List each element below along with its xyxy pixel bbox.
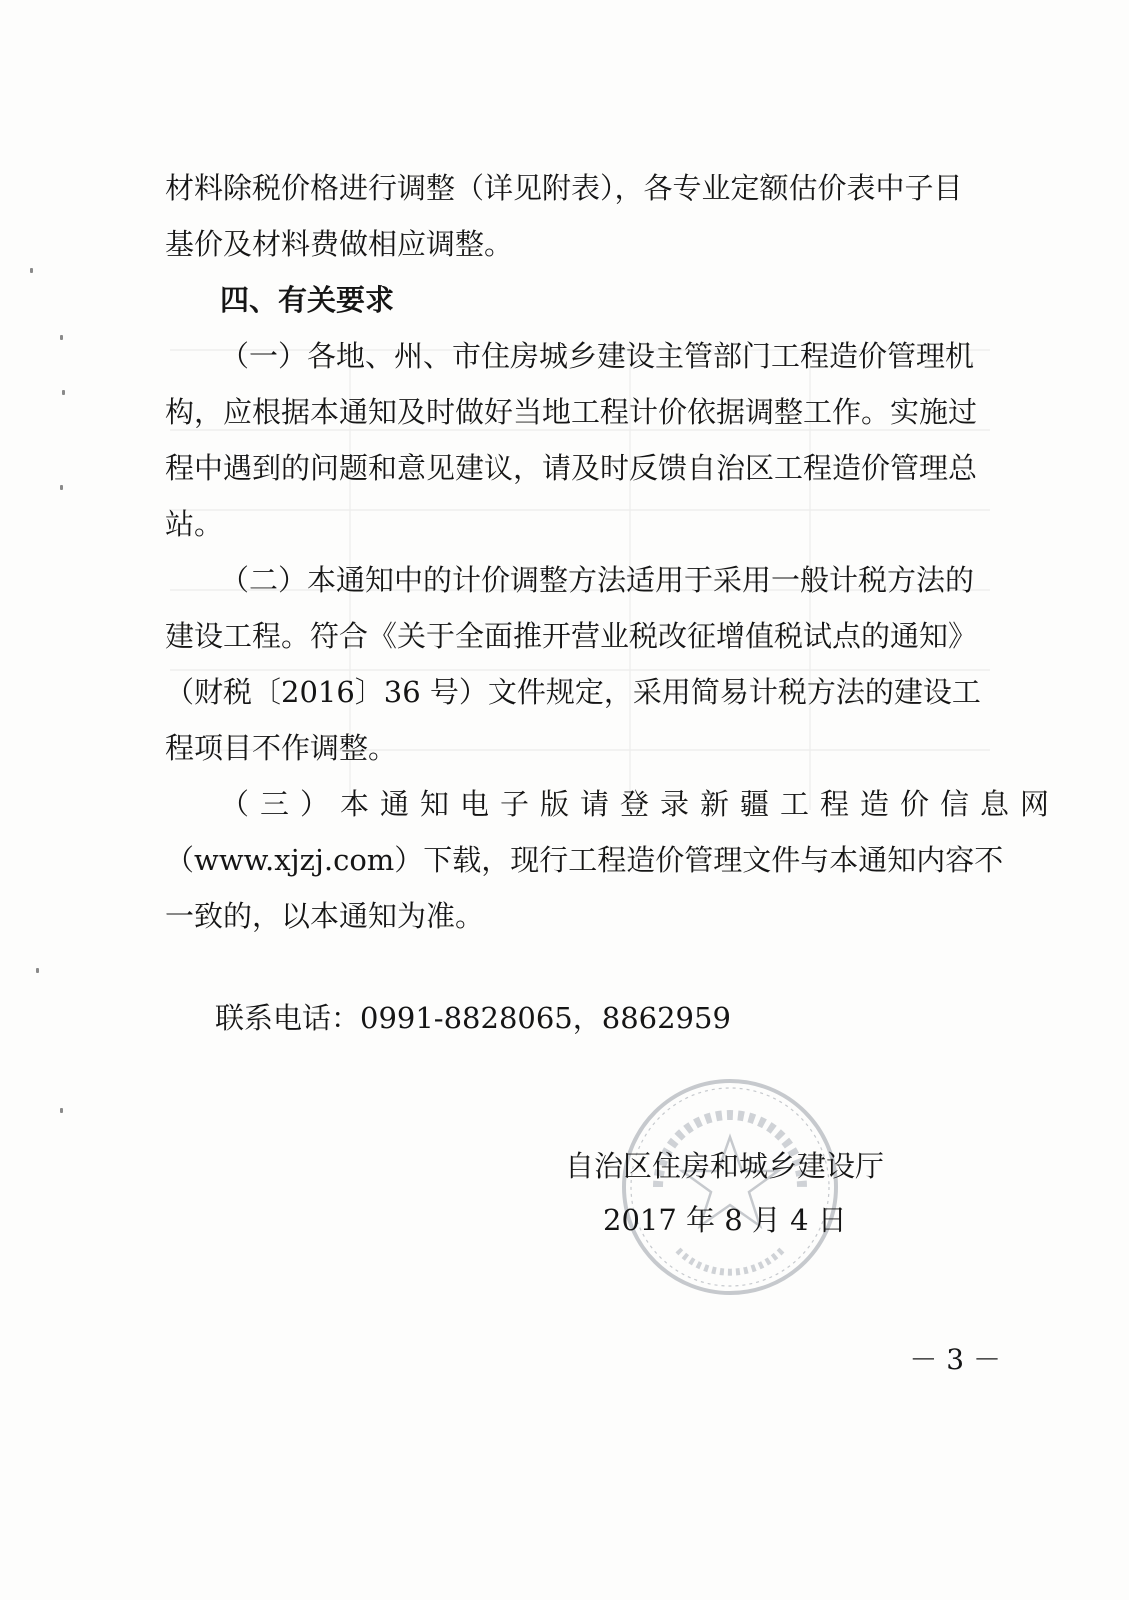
paragraph-line: 一致的，以本通知为准。 bbox=[165, 899, 485, 933]
paragraph-line: （二）本通知中的计价调整方法适用于采用一般计税方法的 bbox=[220, 563, 975, 597]
official-seal bbox=[618, 1075, 842, 1299]
paragraph-line: （财税〔2016〕36 号）文件规定，采用简易计税方法的建设工 bbox=[165, 675, 981, 709]
body-line: 基价及材料费做相应调整。 bbox=[165, 227, 514, 261]
section-heading: 四、有关要求 bbox=[220, 283, 395, 317]
scan-speck bbox=[60, 335, 63, 340]
paragraph-line: （www.xjzj.com）下载，现行工程造价管理文件与本通知内容不 bbox=[165, 843, 1004, 877]
scan-speck bbox=[36, 968, 39, 973]
scan-speck bbox=[30, 268, 33, 273]
paragraph-line: 程中遇到的问题和意见建议，请及时反馈自治区工程造价管理总 bbox=[165, 451, 978, 485]
contact-line: 联系电话：0991-8828065，8862959 bbox=[215, 1001, 731, 1035]
paragraph-line: 构，应根据本通知及时做好当地工程计价依据调整工作。实施过 bbox=[165, 395, 978, 429]
scan-speck bbox=[60, 1108, 63, 1113]
issuer-name: 自治区住房和城乡建设厅 bbox=[565, 1149, 885, 1183]
paragraph-line: （三）本通知电子版请登录新疆工程造价信息网 bbox=[220, 787, 1061, 821]
paragraph-line: （一）各地、州、市住房城乡建设主管部门工程造价管理机 bbox=[220, 339, 975, 373]
scan-speck bbox=[60, 485, 63, 490]
page-number: － 3 － bbox=[909, 1343, 1001, 1376]
paragraph-line: 程项目不作调整。 bbox=[165, 731, 398, 765]
scan-speck bbox=[62, 390, 65, 395]
issue-date: 2017 年 8 月 4 日 bbox=[603, 1203, 847, 1237]
paragraph-line: 建设工程。符合《关于全面推开营业税改征增值税试点的通知》 bbox=[165, 619, 978, 653]
body-line: 材料除税价格进行调整（详见附表），各专业定额估价表中子目 bbox=[165, 171, 963, 205]
paragraph-line: 站。 bbox=[165, 507, 224, 541]
